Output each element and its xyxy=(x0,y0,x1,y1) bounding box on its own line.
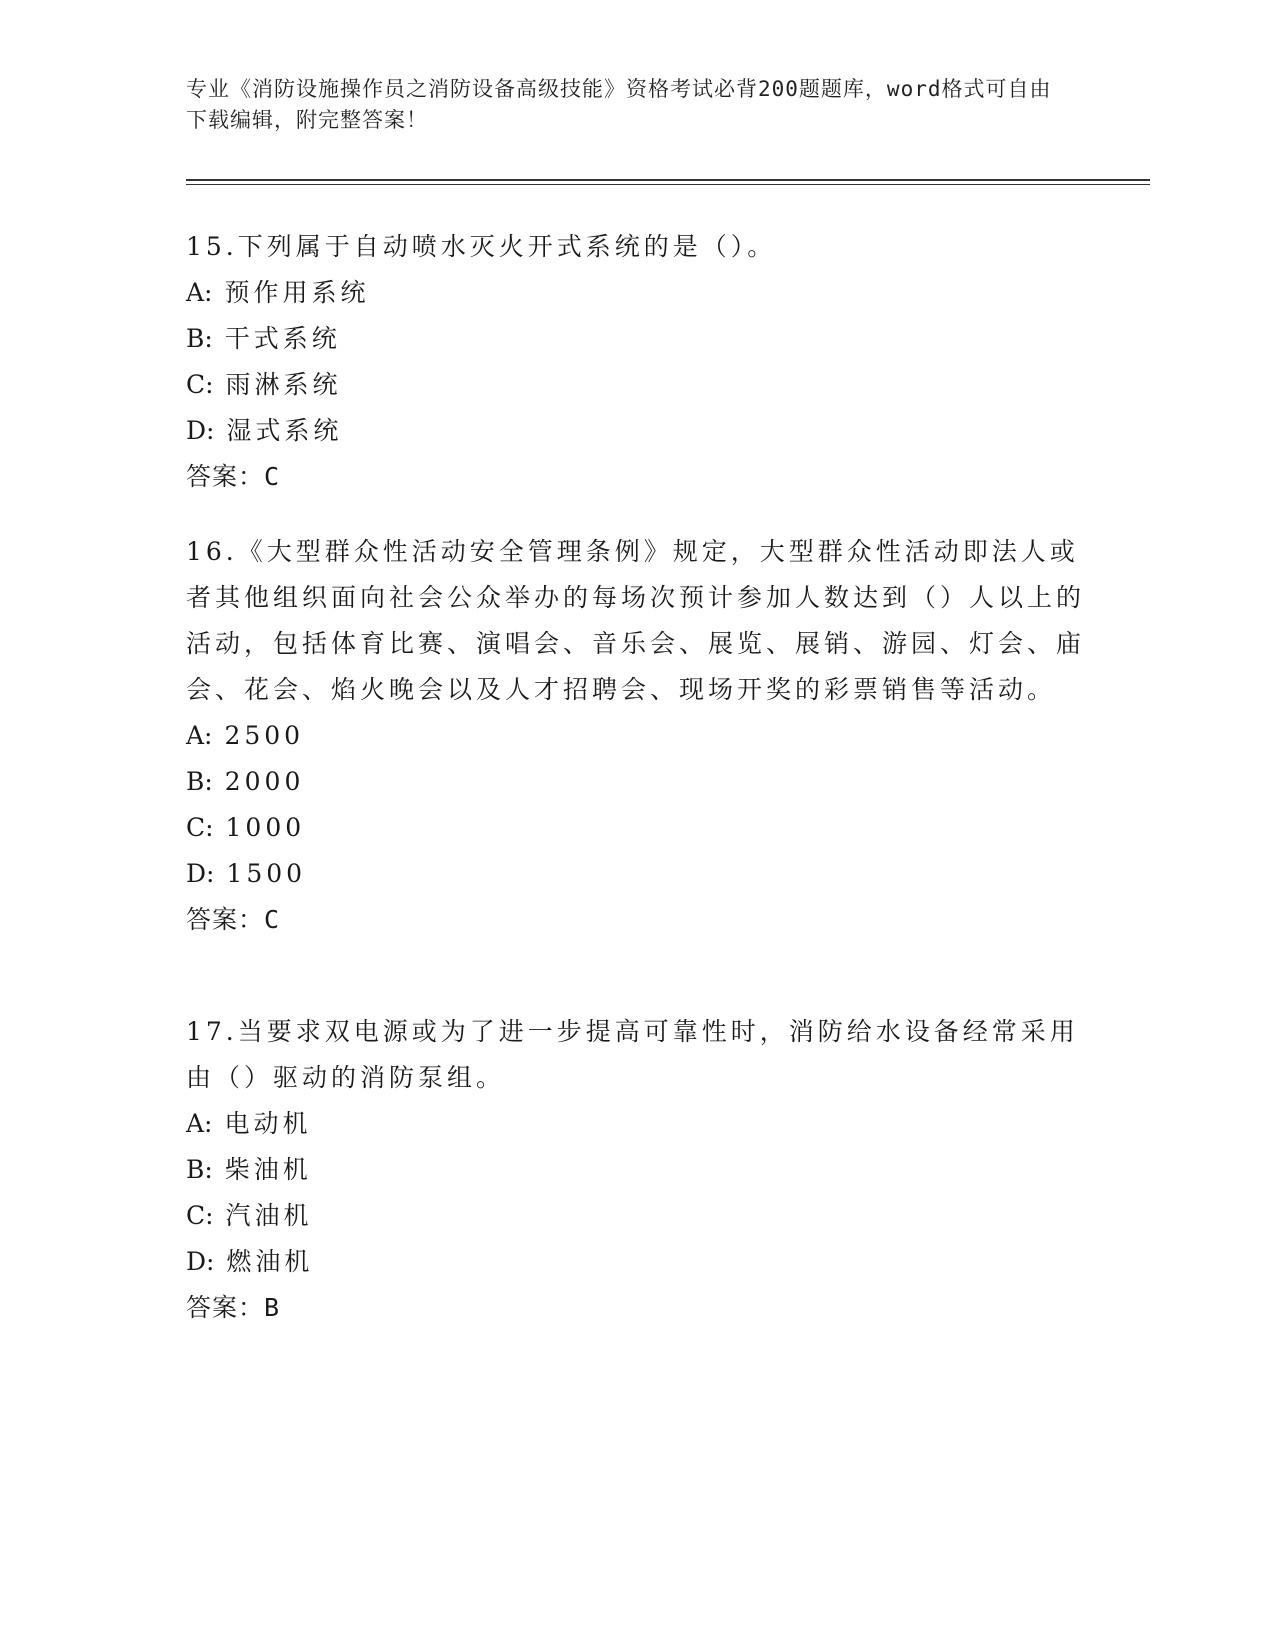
header-divider xyxy=(186,179,1150,181)
option-text: 汽油机 xyxy=(225,1201,313,1230)
option-letter: A: xyxy=(186,721,213,750)
option-b xyxy=(186,759,1086,805)
option-letter: B: xyxy=(186,767,213,796)
option-a xyxy=(186,270,1086,316)
option-d xyxy=(186,851,1086,897)
option-letter: B: xyxy=(186,324,213,353)
question-17 xyxy=(186,1009,1086,1331)
option-letter: B: xyxy=(186,1155,213,1184)
question-stem: 17.当要求双电源或为了进一步提高可靠性时，消防给水设备经常采用由（）驱动的消防泵组。 xyxy=(186,1017,1079,1092)
option-text: 2500 xyxy=(224,721,305,750)
option-text: 电动机 xyxy=(224,1109,312,1138)
answer: 答案：C xyxy=(186,462,281,491)
option-text: 柴油机 xyxy=(224,1155,312,1184)
question-16 xyxy=(186,529,1086,943)
option-a xyxy=(186,713,1086,759)
option-text: 湿式系统 xyxy=(226,416,343,445)
option-text: 预作用系统 xyxy=(224,278,370,307)
option-c xyxy=(186,1193,1086,1239)
option-text: 1500 xyxy=(226,859,307,888)
question-15 xyxy=(186,224,1086,500)
option-letter: C: xyxy=(186,813,214,842)
question-stem: 16.《大型群众性活动安全管理条例》规定，大型群众性活动即法人或者其他组织面向社会公众举办的每场次预计参加人数达到（）人以上的活动，包括体育比赛、演唱会、音乐会、展览、展销、游园、灯会、庙会、花会、焰火晚会以及人才招聘会、现场开奖的彩票销售等活动。 xyxy=(186,537,1086,704)
option-letter: A: xyxy=(186,278,213,307)
option-c xyxy=(186,805,1086,851)
option-letter: C: xyxy=(186,370,214,399)
option-text: 干式系统 xyxy=(224,324,341,353)
option-text: 1000 xyxy=(225,813,306,842)
option-text: 2000 xyxy=(224,767,305,796)
question-stem: 15.下列属于自动喷水灭火开式系统的是（）。 xyxy=(186,232,777,261)
option-text: 燃油机 xyxy=(226,1247,314,1276)
option-letter: C: xyxy=(186,1201,214,1230)
option-text: 雨淋系统 xyxy=(225,370,342,399)
option-d xyxy=(186,408,1086,454)
option-b xyxy=(186,316,1086,362)
option-letter: D: xyxy=(186,859,215,888)
option-b xyxy=(186,1147,1086,1193)
option-a xyxy=(186,1101,1086,1147)
answer: 答案：C xyxy=(186,905,281,934)
option-letter: D: xyxy=(186,416,215,445)
document-header: 专业《消防设施操作员之消防设备高级技能》资格考试必背200题题库，word格式可自由下载编辑，附完整答案！ xyxy=(186,77,1052,132)
option-letter: D: xyxy=(186,1247,215,1276)
option-d xyxy=(186,1239,1086,1285)
answer: 答案：B xyxy=(186,1293,281,1322)
option-c xyxy=(186,362,1086,408)
option-letter: A: xyxy=(186,1109,213,1138)
header-divider-thin xyxy=(186,184,1150,185)
